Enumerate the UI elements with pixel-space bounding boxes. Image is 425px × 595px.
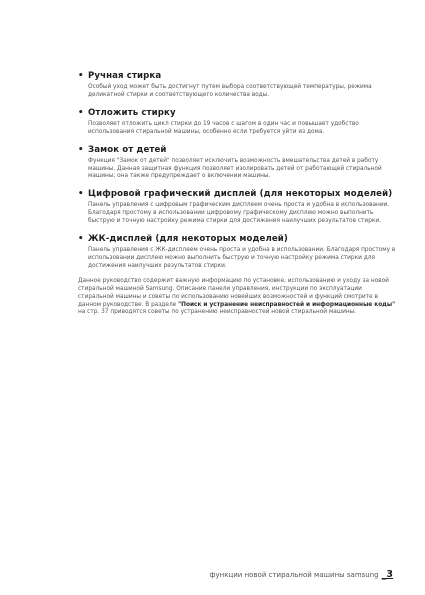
bullet-icon: • bbox=[78, 71, 84, 81]
feature-digital-display bbox=[78, 188, 398, 226]
feature-heading bbox=[78, 233, 398, 246]
feature-heading bbox=[78, 188, 398, 201]
feature-title: Цифровой графический дисплей (для некоторых моделей) bbox=[88, 189, 393, 200]
feature-title: Замок от детей bbox=[88, 144, 167, 155]
footer-text: функции новой стиральной машины samsung bbox=[209, 571, 379, 579]
feature-description: Функция "Замок от детей" позволяет исключить возможность вмешательства детей в работу машины. Данная защитная функция позволяет изолировать детей от работающей стиральной машины; она также предупреждает о включении машины. bbox=[88, 157, 382, 180]
feature-description: Панель управления с ЖК-дисплеем очень проста и удобна в использовании. Благодаря простому в использовании дисплею можно выполнить быструю и точную настройку режима стирки для достижения наилучших результатов стирки. bbox=[88, 247, 396, 269]
feature-description: Панель управления с цифровым графическим дисплеем очень проста и удобна в использовании. Благодаря простому в использовании цифровому графическому дисплею можно выполнить быструю и точную настройку режима стирки для достижения наилучших результатов стирки. bbox=[88, 202, 390, 225]
bullet-icon: • bbox=[78, 234, 84, 245]
feature-heading bbox=[78, 70, 398, 83]
bullet-icon: • bbox=[78, 189, 84, 200]
feature-title: Ручная стирка bbox=[88, 71, 162, 81]
troubleshooting-reference: "Поиск и устранение неисправностей и информационные коды" bbox=[178, 301, 396, 308]
feature-heading bbox=[78, 144, 398, 157]
intro-text-end: на стр. 37 приводятся советы по устранению неисправностей новой стиральной машины. bbox=[78, 309, 357, 316]
feature-title: Отложить стирку bbox=[88, 107, 176, 118]
intro-text-start: Данное руководство содержит важную информацию по установке, использованию и уходу за новой стиральной машиной Samsung. Описание панели управления, инструкции по эксплуатации стиральной машины и советы по использованию новейших возможностей и функций смотрите в данном руководстве. В разделе bbox=[78, 277, 389, 308]
feature-lcd-display bbox=[78, 233, 398, 271]
bullet-icon: • bbox=[78, 107, 84, 118]
feature-heading bbox=[78, 107, 398, 120]
page-footer bbox=[210, 569, 393, 580]
page-number: _3 bbox=[381, 569, 393, 580]
feature-child-lock bbox=[78, 144, 398, 182]
bullet-icon: • bbox=[78, 144, 84, 155]
feature-title: ЖК-дисплей (для некоторых моделей) bbox=[88, 234, 288, 245]
feature-hand-wash bbox=[78, 70, 398, 100]
feature-description: Особый уход может быть достигнут путем выбора соответствующей температуры, режима деликатной стирки и соответствующего количества воды. bbox=[88, 84, 372, 98]
page-content bbox=[78, 70, 398, 317]
feature-description: Позволяет отложить цикл стирки до 19 часов с шагом в один час и повышает удобство использования стиральной машины, особенно если требуется уйти из дома. bbox=[88, 120, 359, 135]
intro-paragraph bbox=[78, 278, 398, 318]
feature-delay-wash bbox=[78, 107, 398, 137]
